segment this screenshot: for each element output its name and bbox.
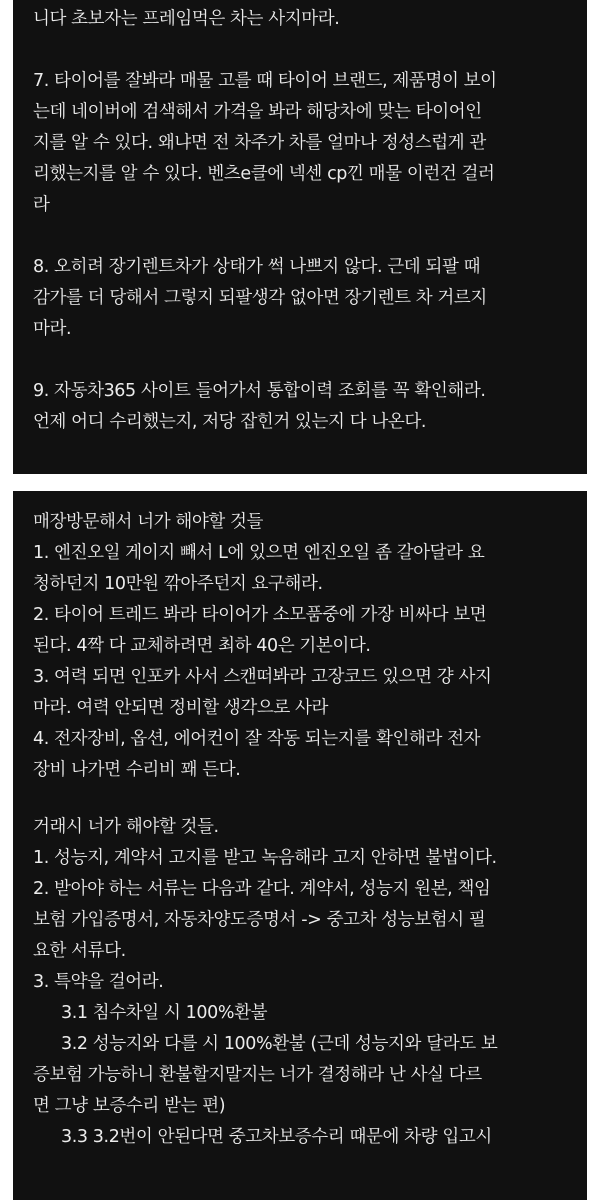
text-line: 3. 여력 되면 인포카 사서 스캔떠봐라 고장코드 있으면 걍 사지 (33, 667, 492, 687)
text-line-indented: 3.2 성능지와 다를 시 100%환불 (근데 성능지와 달라도 보 (61, 1034, 498, 1054)
section-heading-store-visit: 매장방문해서 너가 해야할 것들 (33, 512, 264, 532)
text-line: 장비 나가면 수리비 꽤 든다. (33, 760, 241, 780)
paragraph-gap (33, 221, 573, 252)
text-line: 2. 타이어 트레드 봐라 타이어가 소모품중에 가장 비싸다 보면 (33, 605, 487, 625)
text-line: 마라. (33, 319, 72, 339)
text-line: 4. 전자장비, 옵션, 에어컨이 잘 작동 되는지를 확인해라 전자 (33, 729, 481, 749)
text-line: 라 (33, 195, 50, 215)
text-line: 3. 특약을 걸어라. (33, 972, 164, 992)
paragraph-gap (33, 35, 573, 66)
text-line: 는데 네이버에 검색해서 가격을 봐라 해당차에 맞는 타이어인 (33, 102, 482, 122)
text-line-indented: 3.3 3.2번이 안된다면 중고차보증수리 때문에 차량 입고시 (61, 1127, 492, 1147)
text-line: 8. 오히려 장기렌트차가 상태가 썩 나쁘지 않다. 근데 되팔 때 (33, 257, 481, 277)
paragraph-gap (33, 786, 573, 812)
text-line: 1. 엔진오일 게이지 빼서 L에 있으면 엔진오일 좀 갈아달라 요 (33, 543, 485, 563)
text-line: 9. 자동차365 사이트 들어가서 통합이력 조회를 꼭 확인해라. (33, 381, 486, 401)
text-line: 마라. 여력 안되면 정비할 생각으로 사라 (33, 698, 329, 718)
text-line: 2. 받아야 하는 서류는 다음과 같다. 계약서, 성능지 원본, 책임 (33, 879, 491, 899)
text-line: 요한 서류다. (33, 941, 126, 961)
text-line: 면 그냥 보증수리 받는 편) (33, 1096, 226, 1116)
text-line: 감가를 더 당해서 그렇지 되팔생각 없아면 장기렌트 차 거르지 (33, 288, 487, 308)
post-image-panel-top (13, 0, 587, 474)
text-line: 보험 가입증명서, 자동차양도증명서 -> 중고차 성능보험시 필 (33, 910, 486, 930)
text-line: 된다. 4짝 다 교체하려면 최하 40은 기본이다. (33, 636, 371, 656)
section-heading-transaction: 거래시 너가 해야할 것들. (33, 817, 219, 837)
text-line: 증보험 가능하니 환불할지말지는 너가 결정해라 난 사실 다르 (33, 1065, 482, 1085)
text-line: 리했는지를 알 수 있다. 벤츠e클에 넥센 cp낀 매물 이런건 걸러 (33, 164, 495, 184)
text-line: 지를 알 수 있다. 왜냐면 전 차주가 차를 얼마나 정성스럽게 관 (33, 133, 486, 153)
text-line: 언제 어디 수리했는지, 저당 잡힌거 있는지 다 나온다. (33, 412, 427, 432)
text-line: 청하던지 10만원 깎아주던지 요구해라. (33, 574, 323, 594)
post-image-panel-bottom (13, 491, 587, 1200)
text-line: 니다 초보자는 프레임먹은 차는 사지마라. (33, 9, 340, 29)
text-line: 7. 타이어를 잘봐라 매물 고를 때 타이어 브랜드, 제품명이 보이 (33, 71, 497, 91)
text-line-indented: 3.1 침수차일 시 100%환불 (61, 1003, 268, 1023)
text-line: 1. 성능지, 계약서 고지를 받고 녹음해라 고지 안하면 불법이다. (33, 848, 497, 868)
paragraph-gap (33, 345, 573, 376)
